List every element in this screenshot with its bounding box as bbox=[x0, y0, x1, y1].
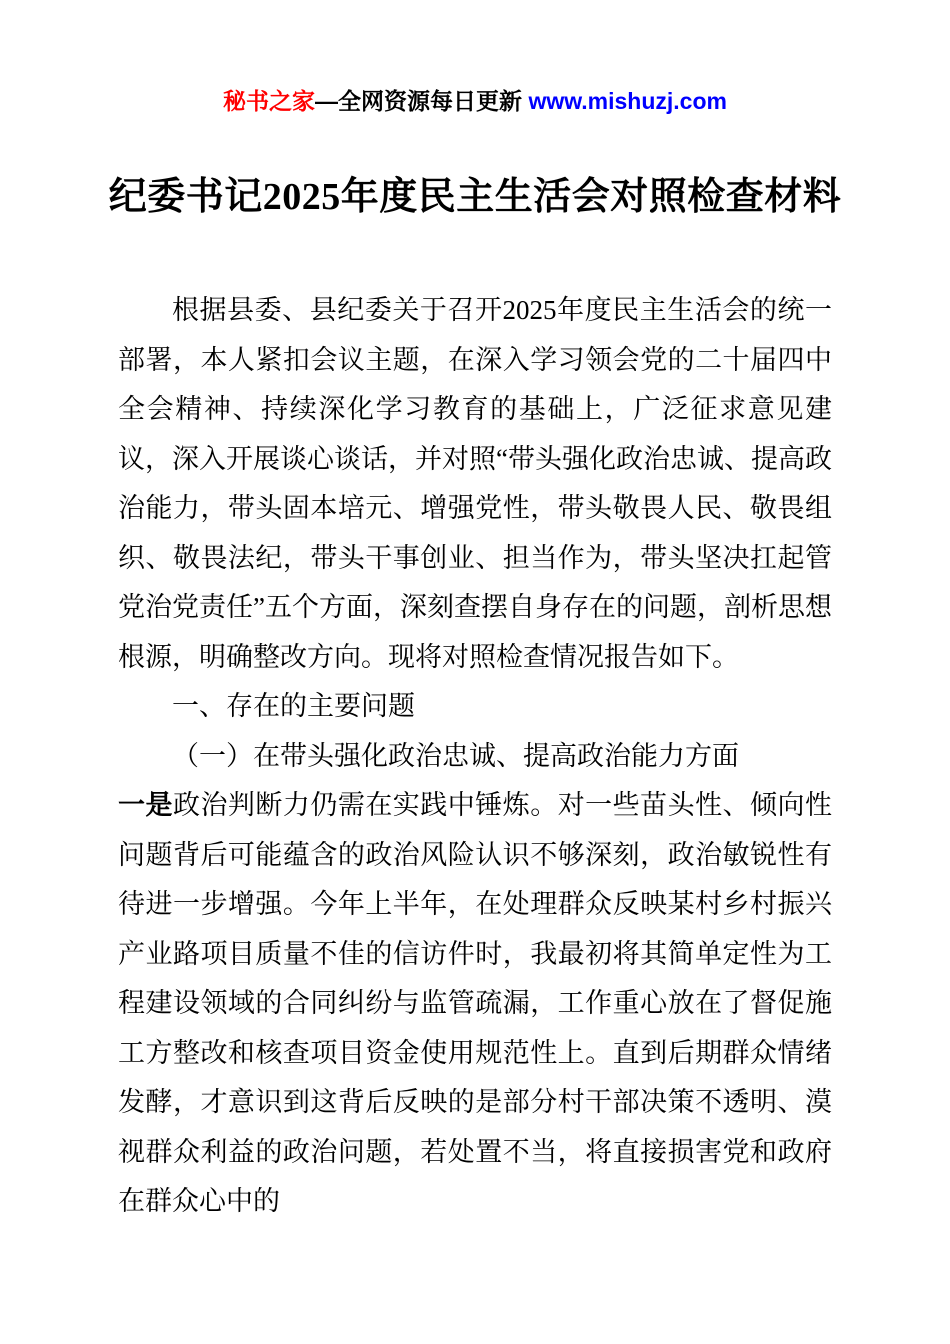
site-url-link[interactable]: www.mishuzj.com bbox=[528, 88, 727, 114]
paragraph-issue-1 bbox=[118, 781, 832, 1227]
site-brand: 秘书之家 bbox=[223, 88, 316, 114]
heading-subsection-1: （一）在带头强化政治忠诚、提高政治能力方面 bbox=[172, 740, 739, 771]
paragraph-intro: 根据县委、县纪委关于召开2025年度民主生活会的统一部署，本人紧扣会议主题，在深入学习领会党的二十届四中全会精神、持续深化学习教育的基础上，广泛征求意见建议，深入开展谈心谈话，并对照“带头强化政治忠诚、提高政治能力，带头固本培元、增强党性，带头敬畏人民、敬畏组织、敬畏法纪，带头干事创业、担当作为，带头坚决扛起管党治党责任”五个方面，深刻查摆自身存在的问题，剖析思想根源，明确整改方向。现将对照检查情况报告如下。 bbox=[118, 295, 832, 672]
document-title: 纪委书记2025年度民主生活会对照检查材料 bbox=[108, 176, 842, 218]
document-body bbox=[118, 286, 832, 1227]
site-tagline: —全网资源每日更新 bbox=[315, 88, 529, 114]
paragraph-text: 政治判断力仍需在实践中锤炼。对一些苗头性、倾向性问题背后可能蕴含的政治风险认识不够深刻，政治敏锐性有待进一步增强。今年上半年，在处理群众反映某村乡村振兴产业路项目质量不佳的信访件时，我最初将其简单定性为工程建设领域的合同纠纷与监管疏漏，工作重心放在了督促施工方整改和核查项目资金使用规范性上。直到后期群众情绪发酵，才意识到这背后反映的是部分村干部决策不透明、漠视群众利益的政治问题，若处置不当，将直接损害党和政府在群众心中的 bbox=[118, 790, 833, 1216]
paragraph-lead: 一是 bbox=[118, 790, 173, 820]
site-header bbox=[118, 86, 832, 116]
heading-section-1: 一、存在的主要问题 bbox=[172, 691, 415, 721]
